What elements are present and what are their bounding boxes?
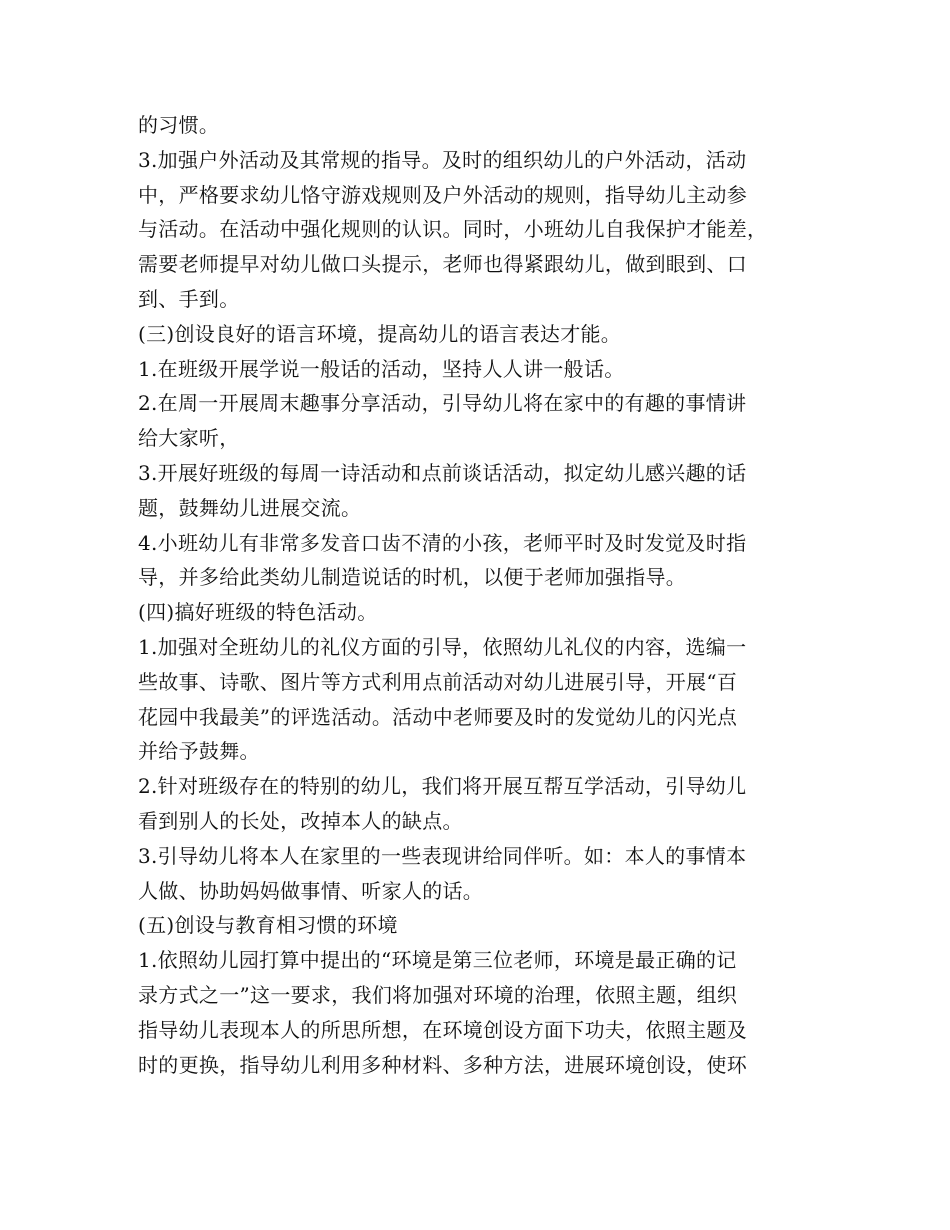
text-line: 些故事、诗歌、图片等方式利用点前活动对幼儿进展引导，开展“百 (138, 669, 738, 694)
text-line: 中，严格要求幼儿恪守游戏规则及户外活动的规则，指导幼儿主动参 (138, 182, 747, 207)
text-line: 题，鼓舞幼儿进展交流。 (138, 495, 362, 520)
text-line: 并给予鼓舞。 (138, 739, 260, 764)
text-line: 1.在班级开展学说一般话的活动，坚持人人讲一般话。 (138, 356, 625, 381)
text-line: 4.小班幼儿有非常多发音口齿不清的小孩，老师平时及时发觉及时指 (138, 530, 747, 555)
text-line: 到、手到。 (138, 286, 240, 311)
text-line: 的习惯。 (138, 113, 220, 137)
text-line: 看到别人的长处，改掉本人的缺点。 (138, 808, 463, 833)
text-line: 给大家听， (138, 426, 240, 451)
text-line: 2.在周一开展周末趣事分享活动，引导幼儿将在家中的有趣的事情讲 (138, 391, 747, 416)
text-line: 花园中我最美”的评选活动。活动中老师要及时的发觉幼儿的闪光点 (138, 704, 738, 729)
section-heading: (五)创设与教育相习惯的环境 (138, 913, 398, 938)
text-line: 与活动。在活动中强化规则的认识。同时，小班幼儿自我保护才能差， (138, 217, 768, 242)
text-line: 2.针对班级存在的特别的幼儿，我们将开展互帮互学活动，引导幼儿 (138, 774, 747, 799)
text-line: 时的更换，指导幼儿利用多种材料、多种方法，进展环境创设，使环 (138, 1052, 747, 1077)
text-line: 指导幼儿表现本人的所思所想，在环境创设方面下功夫，依照主题及 (138, 1017, 747, 1042)
text-line: 3.引导幼儿将本人在家里的一些表现讲给同伴听。如：本人的事情本 (138, 843, 747, 868)
text-line: 需要老师提早对幼儿做口头提示，老师也得紧跟幼儿，做到眼到、口 (138, 252, 747, 277)
text-line: 导，并多给此类幼儿制造说话的时机，以便于老师加强指导。 (138, 565, 687, 590)
section-heading: (四)搞好班级的特色活动。 (138, 600, 378, 625)
document-body (138, 108, 818, 1082)
text-line: 录方式之一”这一要求，我们将加强对环境的治理，依照主题，组织 (138, 982, 738, 1007)
text-line: 1.加强对全班幼儿的礼仪方面的引导，依照幼儿礼仪的内容，选编一 (138, 634, 747, 659)
text-line: 人做、协助妈妈做事情、听家人的话。 (138, 878, 484, 903)
text-line: 3.加强户外活动及其常规的指导。及时的组织幼儿的户外活动，活动 (138, 147, 747, 172)
text-line: 1.依照幼儿园打算中提出的“环境是第三位老师，环境是最正确的记 (138, 948, 737, 973)
text-line: 3.开展好班级的每周一诗活动和点前谈话活动，拟定幼儿感兴趣的话 (138, 460, 747, 485)
section-heading: (三)创设良好的语言环境，提高幼儿的语言表达才能。 (138, 321, 622, 346)
